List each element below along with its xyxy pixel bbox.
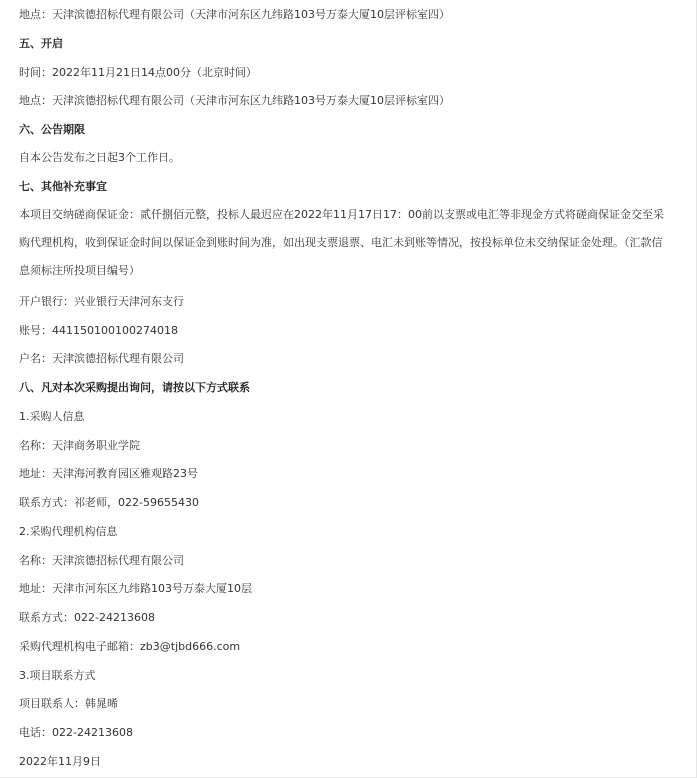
agency-contact: 联系方式：022-24213608 <box>19 611 155 624</box>
account-name-line: 户名：天津滨德招标代理有限公司 <box>19 352 184 365</box>
agency-email: 采购代理机构电子邮箱：zb3@tjbd666.com <box>19 640 241 653</box>
project-contact-person: 项目联系人：韩晁晞 <box>19 697 118 710</box>
bank-line: 开户银行：兴业银行天津河东支行 <box>19 295 184 308</box>
agency-name: 名称：天津滨德招标代理有限公司 <box>19 554 184 567</box>
location-line-top: 地点：天津滨德招标代理有限公司（天津市河东区九纬路103号万泰大厦10层评标室四） <box>19 8 450 21</box>
purchaser-heading: 1.采购人信息 <box>19 410 85 423</box>
agency-heading: 2.采购代理机构信息 <box>19 525 118 538</box>
section-5-title: 五、开启 <box>19 37 63 50</box>
purchaser-contact: 联系方式：祁老师，022-59655430 <box>19 496 199 509</box>
project-contact-heading: 3.项目联系方式 <box>19 669 96 682</box>
notice-date: 2022年11月9日 <box>19 755 101 768</box>
purchaser-name: 名称：天津商务职业学院 <box>19 439 140 452</box>
notice-period-text: 自本公告发布之日起3个工作日。 <box>19 151 180 164</box>
agency-address: 地址：天津市河东区九纬路103号万泰大厦10层 <box>19 582 252 595</box>
deposit-paragraph: 本项目交纳磋商保证金：贰仟捌佰元整，投标人最迟应在2022年11月17日17：00前以支票或电汇等非现金方式将磋商保证金交至采购代理机构，收到保证金时间以保证金到账时间为准，如出现支票退票、电汇未到账等情况，按投标单位未交纳保证金处理。（汇款信息须标注所投项目编号） <box>19 208 664 277</box>
project-phone: 电话：022-24213608 <box>19 726 133 739</box>
purchaser-address: 地址：天津海河教育园区雅观路23号 <box>19 467 198 480</box>
section-8-title: 八、凡对本次采购提出询问，请按以下方式联系 <box>19 381 250 394</box>
section-6-title: 六、公告期限 <box>19 123 85 136</box>
opening-location: 地点：天津滨德招标代理有限公司（天津市河东区九纬路103号万泰大厦10层评标室四） <box>19 94 450 107</box>
opening-time: 时间：2022年11月21日14点00分（北京时间） <box>19 66 257 79</box>
section-7-title: 七、其他补充事宜 <box>19 180 107 193</box>
account-number-line: 账号：441150100100274018 <box>19 324 178 337</box>
